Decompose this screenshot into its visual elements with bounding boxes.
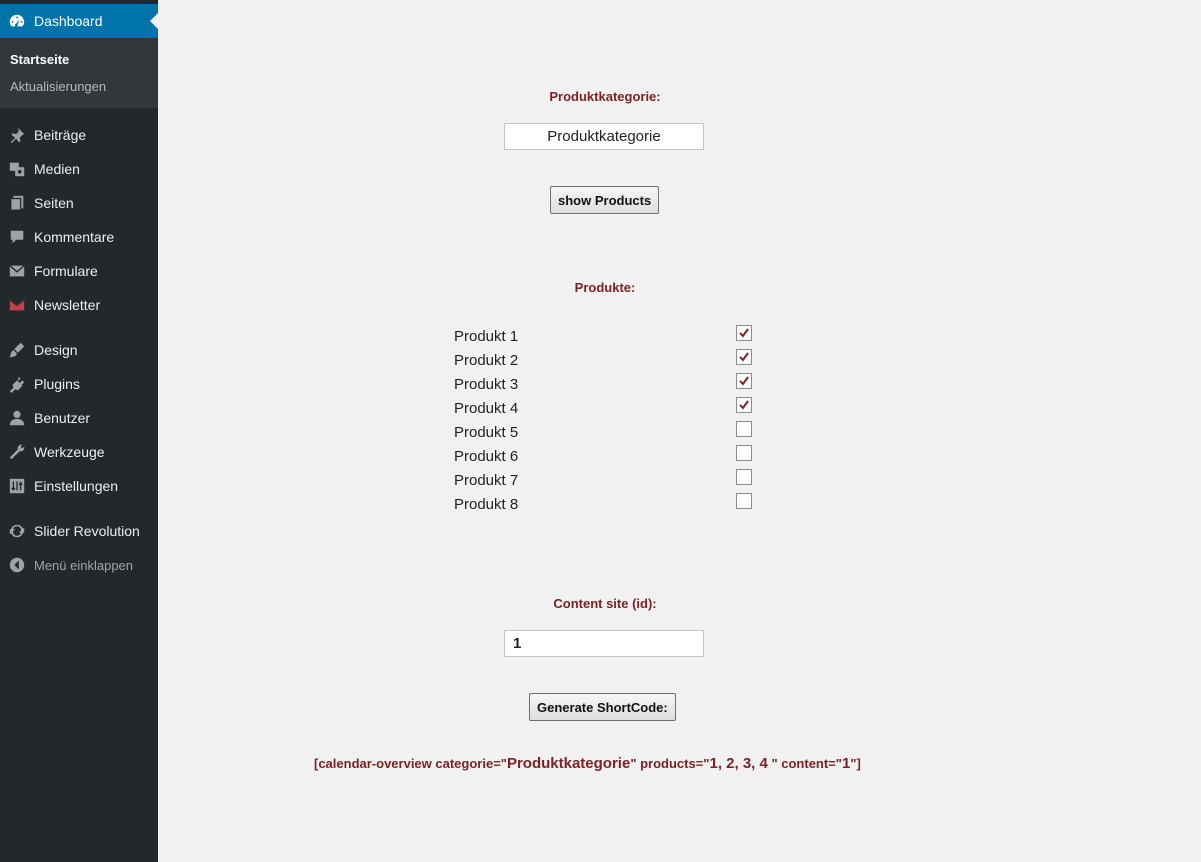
product-checkbox[interactable] (736, 397, 752, 413)
products-label: Produkte: (574, 280, 636, 295)
content-site-input[interactable] (504, 630, 704, 657)
dashboard-submenu (0, 38, 158, 108)
check-icon (738, 327, 750, 339)
mail-icon (0, 254, 34, 288)
product-checkbox[interactable] (736, 325, 752, 341)
show-products-button[interactable]: show Products (550, 186, 659, 214)
menu-design-label: Design (34, 342, 78, 358)
wrench-icon (0, 435, 34, 469)
brush-icon (0, 333, 34, 367)
shortcode-products-part: " products=" (630, 756, 710, 771)
shortcode-content: 1 (841, 755, 851, 772)
product-name: Produkt 7 (454, 472, 519, 489)
media-icon (0, 152, 34, 186)
menu-seiten-label: Seiten (34, 195, 74, 211)
content-site-label: Content site (id): (553, 596, 657, 611)
product-checkbox[interactable] (736, 445, 752, 461)
product-row (454, 349, 754, 373)
product-name: Produkt 4 (454, 400, 519, 417)
comment-icon (0, 220, 34, 254)
check-icon (738, 351, 750, 363)
product-name: Produkt 3 (454, 376, 519, 393)
menu-beitraege[interactable] (0, 118, 158, 152)
menu-dashboard-label: Dashboard (34, 13, 103, 29)
product-row (454, 445, 754, 469)
menu-newsletter-label: Newsletter (34, 297, 101, 313)
shortcode-prefix: [calendar-overview categorie=" (314, 756, 507, 771)
menu-dashboard[interactable] (0, 4, 158, 38)
product-name: Produkt 5 (454, 424, 519, 441)
pages-icon (0, 186, 34, 220)
product-row (454, 397, 754, 421)
product-name: Produkt 2 (454, 352, 519, 369)
menu-einstellungen[interactable] (0, 469, 158, 503)
submenu-startseite[interactable]: Startseite (10, 52, 70, 67)
menu-kommentare[interactable] (0, 220, 158, 254)
menu-formulare-label: Formulare (34, 263, 98, 279)
menu-benutzer[interactable] (0, 401, 158, 435)
product-name: Produkt 8 (454, 496, 519, 513)
product-name: Produkt 1 (454, 328, 519, 345)
settings-icon (0, 469, 34, 503)
menu-kommentare-label: Kommentare (34, 229, 115, 245)
shortcode-category: Produktkategorie (506, 755, 631, 772)
product-checkbox[interactable] (736, 349, 752, 365)
plug-icon (0, 367, 34, 401)
user-icon (0, 401, 34, 435)
product-checkbox[interactable] (736, 421, 752, 437)
menu-werkzeuge-label: Werkzeuge (34, 444, 105, 460)
generate-shortcode-button[interactable]: Generate ShortCode: (529, 693, 676, 721)
menu-formulare[interactable] (0, 254, 158, 288)
product-checkbox[interactable] (736, 469, 752, 485)
menu-plugins[interactable] (0, 367, 158, 401)
menu-einstellungen-label: Einstellungen (34, 478, 119, 494)
collapse-menu-button[interactable] (0, 548, 158, 582)
product-row (454, 469, 754, 493)
product-checkbox[interactable] (736, 493, 752, 509)
main-content (158, 0, 1201, 862)
collapse-arrow-icon (0, 548, 34, 582)
shortcode-content-part: " content=" (767, 756, 842, 771)
shortcode-products: 1, 2, 3, 4 (709, 755, 768, 772)
menu-seiten[interactable] (0, 186, 158, 220)
category-label: Produktkategorie: (549, 89, 661, 104)
pin-icon (0, 118, 34, 152)
refresh-icon (0, 514, 34, 548)
admin-sidebar (0, 0, 158, 862)
menu-design[interactable] (0, 333, 158, 367)
product-row (454, 373, 754, 397)
menu-werkzeuge[interactable] (0, 435, 158, 469)
menu-beitraege-label: Beiträge (34, 127, 87, 143)
collapse-menu-label: Menü einklappen (34, 557, 134, 573)
menu-medien[interactable] (0, 152, 158, 186)
product-row (454, 325, 754, 349)
submenu-aktualisierungen[interactable]: Aktualisierungen (10, 79, 107, 94)
product-name: Produkt 6 (454, 448, 519, 465)
product-row (454, 421, 754, 445)
menu-benutzer-label: Benutzer (34, 410, 91, 426)
menu-slider-revolution-label: Slider Revolution (34, 523, 140, 539)
check-icon (738, 399, 750, 411)
menu-plugins-label: Plugins (34, 376, 80, 392)
menu-slider-revolution[interactable] (0, 514, 158, 548)
product-row (454, 493, 754, 517)
shortcode-suffix: "] (850, 756, 861, 771)
menu-newsletter[interactable] (0, 288, 158, 322)
shortcode-output (314, 755, 861, 772)
menu-medien-label: Medien (34, 161, 80, 177)
category-input[interactable] (504, 123, 704, 150)
newsletter-icon (0, 288, 34, 322)
check-icon (738, 375, 750, 387)
dashboard-icon (0, 4, 34, 38)
product-checkbox[interactable] (736, 373, 752, 389)
